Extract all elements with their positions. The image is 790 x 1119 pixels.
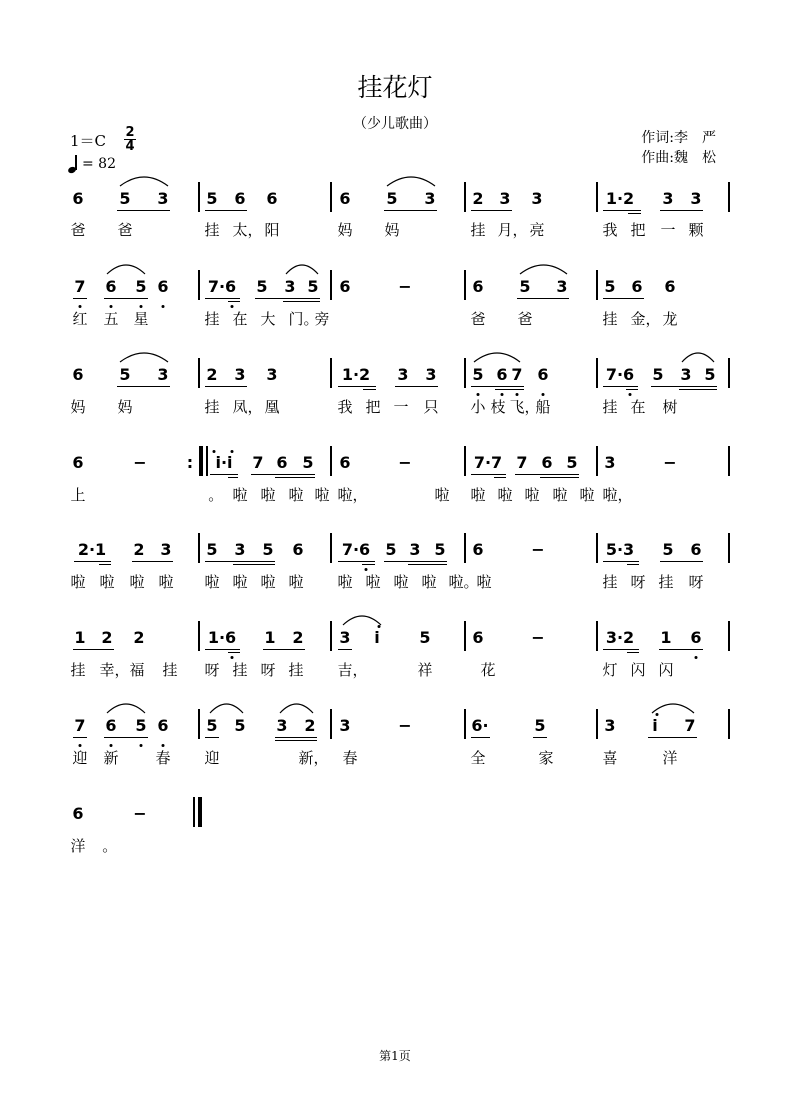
note: 5 xyxy=(386,189,398,208)
slur xyxy=(120,177,168,186)
lyric-syllable: 大 xyxy=(260,310,276,328)
lyric-syllable: 啦 xyxy=(476,573,492,591)
note: 6 xyxy=(472,540,484,559)
note: 5 xyxy=(604,277,616,296)
lyric-syllable: 幸， xyxy=(99,661,130,679)
note: 6 xyxy=(157,277,169,296)
note: 3 xyxy=(276,716,288,735)
lyric-syllable: 啦 xyxy=(314,486,330,504)
lyric-syllable: 吉， xyxy=(337,661,368,679)
note: 5 xyxy=(434,540,446,559)
lyric-syllable: 啦， xyxy=(602,486,633,504)
note: 5 xyxy=(385,540,397,559)
note: 3 xyxy=(339,716,351,735)
lyric-syllable: 红 xyxy=(72,310,88,328)
lyric-syllable: 妈 xyxy=(117,398,133,416)
lyric-syllable: 呀 xyxy=(688,573,704,591)
lyric-syllable: 只 xyxy=(423,398,439,416)
note: 1·6 xyxy=(207,628,237,647)
lyric-syllable: 飞， xyxy=(509,398,540,416)
note: 5 xyxy=(262,540,274,559)
lyric-syllable: 五 xyxy=(103,310,119,328)
lyric-syllable: 一 xyxy=(393,398,409,416)
lyric-syllable: 。 xyxy=(102,837,118,855)
lyric-syllable: 啦。 xyxy=(448,573,479,591)
note: 3 xyxy=(160,540,172,559)
note: 5 xyxy=(119,189,131,208)
lyric-syllable: 挂 xyxy=(204,398,220,416)
lyric-syllable: 妈 xyxy=(384,221,400,239)
note: 6 xyxy=(472,628,484,647)
hold-dash: − xyxy=(398,716,412,735)
note: 6 xyxy=(72,453,84,472)
lyric-syllable: 啦 xyxy=(497,486,513,504)
note: 3 xyxy=(397,365,409,384)
note: 6 xyxy=(157,716,169,735)
slur xyxy=(520,265,567,274)
lyric-syllable: 啦 xyxy=(288,573,304,591)
note: 2·1 xyxy=(77,540,107,559)
lyric-syllable: 迎 xyxy=(72,749,88,767)
lyric-syllable: 在 xyxy=(630,398,646,416)
lyric-syllable: 挂 xyxy=(658,573,674,591)
note: 5 xyxy=(566,453,578,472)
lyric-syllable: 啦 xyxy=(158,573,174,591)
lyric-syllable: 呀 xyxy=(630,573,646,591)
slur xyxy=(474,353,520,362)
lyric-syllable: 龙 xyxy=(662,310,678,328)
note: 5 xyxy=(472,365,484,384)
lyric-syllable: 爸 xyxy=(517,310,533,328)
lyric-syllable: 啦 xyxy=(421,573,437,591)
hold-dash: − xyxy=(531,628,545,647)
lyric-syllable: 爸 xyxy=(470,310,486,328)
note: 5 xyxy=(534,716,546,735)
note: 5 xyxy=(519,277,531,296)
note: 7·6 xyxy=(207,277,237,296)
slur xyxy=(107,704,145,713)
note: 5 xyxy=(662,540,674,559)
note: 3 xyxy=(604,716,616,735)
lyricist-credit: 作词:李 严 xyxy=(641,130,716,146)
lyric-syllable: 洋 xyxy=(662,749,678,767)
lyric-syllable: 啦 xyxy=(99,573,115,591)
lyric-syllable: 颗 xyxy=(688,221,704,239)
lyric-syllable: 啦 xyxy=(337,573,353,591)
note: 3 xyxy=(425,365,437,384)
lyric-syllable: 挂 xyxy=(602,398,618,416)
note: 3 xyxy=(339,628,351,647)
lyric-syllable: 啦 xyxy=(129,573,145,591)
lyric-syllable: 凤， xyxy=(232,398,263,416)
lyric-syllable: 挂 xyxy=(232,661,248,679)
note: i·i xyxy=(215,453,233,472)
lyric-syllable: 挂 xyxy=(204,221,220,239)
lyric-syllable: 星 xyxy=(133,310,149,328)
note: 6 xyxy=(690,628,702,647)
lyric-syllable: 啦 xyxy=(232,573,248,591)
note: 6 xyxy=(292,540,304,559)
note: 6 xyxy=(72,804,84,823)
slur xyxy=(682,353,714,362)
lyric-syllable: 春 xyxy=(342,749,358,767)
note: 7 xyxy=(252,453,264,472)
lyric-syllable: 喜 xyxy=(602,749,618,767)
hold-dash: − xyxy=(663,453,677,472)
lyric-syllable: 挂 xyxy=(602,573,618,591)
note: 3 xyxy=(662,189,674,208)
lyric-syllable: 新， xyxy=(298,749,329,767)
lyric-syllable: 呀 xyxy=(260,661,276,679)
lyric-syllable: 啦 xyxy=(204,573,220,591)
note: 3 xyxy=(556,277,568,296)
note: 6 xyxy=(631,277,643,296)
note: 6 xyxy=(276,453,288,472)
note: 3 xyxy=(499,189,511,208)
note: 6· xyxy=(471,716,489,735)
note: 1·2 xyxy=(605,189,635,208)
note: i xyxy=(374,628,380,647)
note: 3 xyxy=(680,365,692,384)
note: 5 xyxy=(206,540,218,559)
note: 6 xyxy=(472,277,484,296)
note: 6 xyxy=(72,365,84,384)
lyric-syllable: 啦， xyxy=(337,486,368,504)
lyric-syllable: 小 xyxy=(470,398,486,416)
hold-dash: − xyxy=(398,277,412,296)
lyric-syllable: 啦 xyxy=(393,573,409,591)
note: 7·6 xyxy=(605,365,635,384)
note: 6 xyxy=(266,189,278,208)
lyric-syllable: 上 xyxy=(70,486,86,504)
lyric-syllable: 啦 xyxy=(524,486,540,504)
lyric-syllable: 我 xyxy=(337,398,353,416)
composer-credit: 作曲:魏 松 xyxy=(641,150,716,166)
note: 5 xyxy=(206,189,218,208)
lyric-syllable: 门。 xyxy=(288,310,319,328)
lyric-syllable: 全 xyxy=(470,749,486,767)
lyric-syllable: 枝 xyxy=(490,398,506,416)
note: 5 xyxy=(206,716,218,735)
note: 6 xyxy=(339,453,351,472)
note: 5 xyxy=(135,277,147,296)
lyric-syllable: 旁 xyxy=(314,310,330,328)
note: 5 xyxy=(234,716,246,735)
slur xyxy=(210,704,243,713)
page-title: 挂花灯 xyxy=(357,73,433,102)
note: 5·3 xyxy=(605,540,635,559)
hold-dash: − xyxy=(398,453,412,472)
subtitle: （少儿歌曲） xyxy=(353,116,437,132)
note: 3 xyxy=(266,365,278,384)
lyric-syllable: 啦 xyxy=(579,486,595,504)
note: 5 xyxy=(307,277,319,296)
note: 1·2 xyxy=(341,365,371,384)
lyric-syllable: 啦 xyxy=(70,573,86,591)
note: 7 xyxy=(511,365,523,384)
note: 6 xyxy=(72,189,84,208)
note: 1 xyxy=(660,628,672,647)
lyric-syllable: 妈 xyxy=(70,398,86,416)
lyric-syllable: 金， xyxy=(630,310,661,328)
lyric-syllable: 爸 xyxy=(117,221,133,239)
lyric-syllable: 啦 xyxy=(552,486,568,504)
note: 6 xyxy=(690,540,702,559)
lyric-syllable: 阳 xyxy=(264,221,280,239)
note: 3 xyxy=(531,189,543,208)
lyric-syllable: 在 xyxy=(232,310,248,328)
note: 3 xyxy=(234,365,246,384)
note: 7 xyxy=(684,716,696,735)
note: 5 xyxy=(119,365,131,384)
slur xyxy=(286,265,318,274)
lyric-syllable: 挂 xyxy=(204,310,220,328)
note: 6 xyxy=(105,716,117,735)
slur xyxy=(120,353,168,362)
slur xyxy=(652,704,694,713)
lyric-syllable: 。 xyxy=(208,486,224,504)
note: 6 xyxy=(234,189,246,208)
slur xyxy=(387,177,435,186)
lyric-syllable: 啦 xyxy=(434,486,450,504)
lyric-syllable: 挂 xyxy=(470,221,486,239)
lyric-syllable: 把 xyxy=(365,398,381,416)
note: 3 xyxy=(157,189,169,208)
note: 7·7 xyxy=(473,453,503,472)
note: 5 xyxy=(256,277,268,296)
lyric-syllable: 凰 xyxy=(264,398,280,416)
lyric-syllable: 船 xyxy=(535,398,551,416)
note: 2 xyxy=(292,628,304,647)
lyric-syllable: 福 xyxy=(129,661,145,679)
note: 6 xyxy=(537,365,549,384)
note: 2 xyxy=(133,628,145,647)
slur xyxy=(107,265,145,274)
lyric-syllable: 啦 xyxy=(365,573,381,591)
lyric-syllable: 月， xyxy=(497,221,528,239)
note: 2 xyxy=(304,716,316,735)
note: 7 xyxy=(516,453,528,472)
lyric-syllable: 家 xyxy=(538,749,554,767)
lyric-syllable: 爸 xyxy=(70,221,86,239)
lyric-syllable: 挂 xyxy=(288,661,304,679)
lyric-syllable: 灯 xyxy=(602,661,618,679)
lyric-syllable: 啦 xyxy=(470,486,486,504)
note: 5 xyxy=(419,628,431,647)
time-signature: 2 4 xyxy=(125,125,135,154)
lyric-syllable: 闪 xyxy=(658,661,674,679)
note: 3 xyxy=(424,189,436,208)
lyric-syllable: 妈 xyxy=(337,221,353,239)
repeat-sign: : xyxy=(186,453,194,472)
lyric-syllable: 太， xyxy=(232,221,263,239)
lyric-syllable: 新 xyxy=(103,749,119,767)
note: 7 xyxy=(74,277,86,296)
note: 3 xyxy=(690,189,702,208)
note: 2 xyxy=(101,628,113,647)
note: 1 xyxy=(74,628,86,647)
note: 3·2 xyxy=(605,628,635,647)
tempo-mark: = 82 xyxy=(68,155,116,173)
note: 3 xyxy=(409,540,421,559)
lyric-syllable: 啦 xyxy=(260,573,276,591)
slur xyxy=(343,616,381,625)
lyric-syllable: 树 xyxy=(662,398,678,416)
lyric-syllable: 春 xyxy=(155,749,171,767)
lyric-syllable: 啦 xyxy=(232,486,248,504)
lyric-syllable: 挂 xyxy=(70,661,86,679)
note: 5 xyxy=(652,365,664,384)
note: 5 xyxy=(135,716,147,735)
lyric-syllable: 洋 xyxy=(70,837,86,855)
hold-dash: − xyxy=(133,453,147,472)
note: 3 xyxy=(234,540,246,559)
lyric-syllable: 祥 xyxy=(417,661,433,679)
note: 6 xyxy=(664,277,676,296)
lyric-syllable: 挂 xyxy=(602,310,618,328)
lyric-syllable: 花 xyxy=(480,661,496,679)
note: 6 xyxy=(339,277,351,296)
note: 2 xyxy=(472,189,484,208)
hold-dash: − xyxy=(531,540,545,559)
slur xyxy=(280,704,313,713)
note: 6 xyxy=(541,453,553,472)
lyric-syllable: 亮 xyxy=(529,221,545,239)
lyric-syllable: 呀 xyxy=(204,661,220,679)
key-signature: 1＝C xyxy=(70,132,107,150)
lyric-syllable: 迎 xyxy=(204,749,220,767)
note: 6 xyxy=(339,189,351,208)
note: 6 xyxy=(496,365,508,384)
note: 7·6 xyxy=(341,540,371,559)
lyric-syllable: 把 xyxy=(630,221,646,239)
lyric-syllable: 闪 xyxy=(630,661,646,679)
note: 2 xyxy=(206,365,218,384)
note: 3 xyxy=(157,365,169,384)
note: i xyxy=(652,716,658,735)
page-number: 第1页 xyxy=(379,1049,411,1063)
note: 2 xyxy=(133,540,145,559)
lyric-syllable: 啦 xyxy=(260,486,276,504)
note: 3 xyxy=(604,453,616,472)
note: 6 xyxy=(105,277,117,296)
note: 3 xyxy=(284,277,296,296)
note: 1 xyxy=(264,628,276,647)
note: 7 xyxy=(74,716,86,735)
lyric-syllable: 啦 xyxy=(288,486,304,504)
lyric-syllable: 我 xyxy=(602,221,618,239)
note: 5 xyxy=(302,453,314,472)
lyric-syllable: 一 xyxy=(660,221,676,239)
note: 5 xyxy=(704,365,716,384)
lyric-syllable: 挂 xyxy=(162,661,178,679)
hold-dash: − xyxy=(133,804,147,823)
